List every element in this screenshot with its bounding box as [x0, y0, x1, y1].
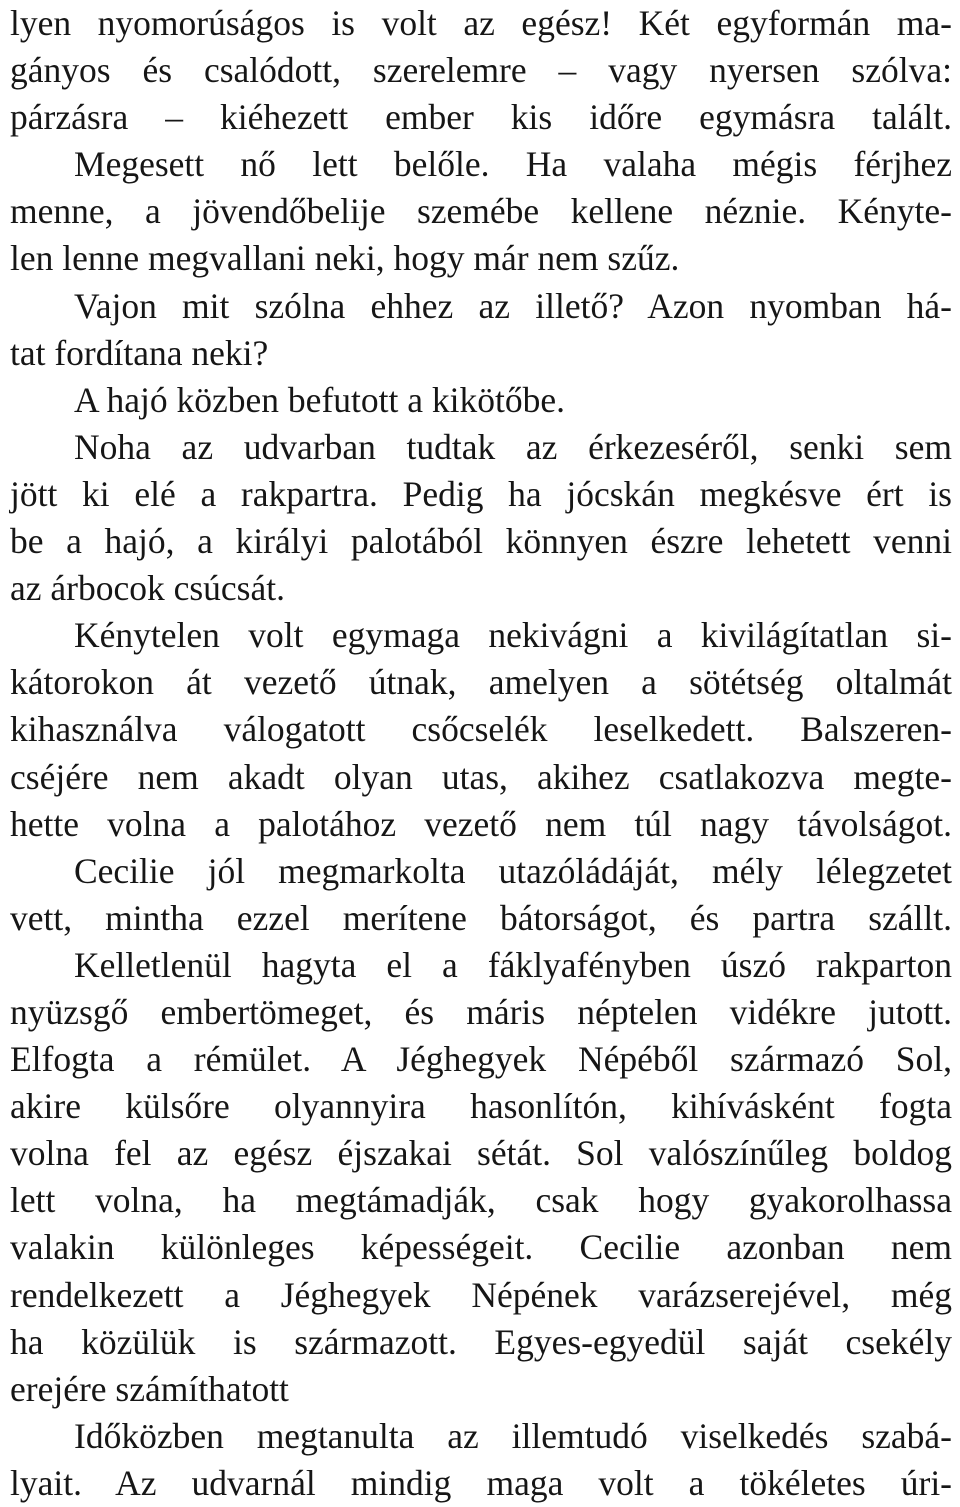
text-line: rendelkezett a Jéghegyek Népének varázserejével, még [10, 1274, 952, 1315]
text-line: hette volna a palotához vezető nem túl nagy távolságot. [10, 803, 952, 844]
text-line: akire külsőre olyannyira hasonlítón, kihívásként fogta [10, 1086, 952, 1127]
text-line: gányos és csalódott, szerelemre – vagy nyersen szólva: [10, 50, 952, 91]
text-line: Kelletlenül hagyta el a fáklyafényben úszó rakparton [74, 944, 952, 985]
text-line: valakin különleges képességeit. Cecilie azonban nem [10, 1227, 952, 1268]
text-line: Időközben megtanulta az illemtudó viselkedés szabá- [74, 1415, 952, 1456]
text-line: tat fordítana neki? [10, 332, 269, 373]
document-page [10, 0, 952, 1507]
text-line: ha közülük is származott. Egyes-egyedül saját csekély [10, 1321, 952, 1362]
text-line: cséjére nem akadt olyan utas, akihez csatlakozva megte- [10, 756, 952, 797]
text-line: kihasználva válogatott csőcselék leselkedett. Balszeren- [10, 709, 952, 750]
text-line: kátorokon át vezető útnak, amelyen a sötétség oltalmát [10, 662, 952, 703]
text-line: Kénytelen volt egymaga nekivágni a kivilágítatlan si- [74, 615, 952, 656]
text-line: nyüzsgő embertömeget, és máris néptelen vidékre jutott. [10, 991, 952, 1032]
text-line: jött ki elé a rakpartra. Pedig ha jócskán megkésve ért is [10, 473, 952, 514]
text-line: Megesett nő lett belőle. Ha valaha mégis férjhez [74, 144, 952, 185]
text-line: Cecilie jól megmarkolta utazóládáját, mély lélegzetet [74, 850, 952, 891]
text-line: lyen nyomorúságos is volt az egész! Két egyformán ma- [10, 3, 952, 43]
text-line: Vajon mit szólna ehhez az illető? Azon nyomban há- [74, 285, 952, 326]
text-line: A hajó közben befutott a kikötőbe. [74, 379, 565, 420]
text-line: volna fel az egész éjszakai sétát. Sol valószínűleg boldog [10, 1133, 952, 1174]
text-line: az árbocok csúcsát. [10, 568, 285, 609]
text-line: Noha az udvarban tudtak az érkezeséről, senki sem [74, 426, 952, 467]
text-line: párzásra – kiéhezett ember kis időre egymásra talált. [10, 97, 952, 138]
text-line: Elfogta a rémület. A Jéghegyek Népéből származó Sol, [10, 1039, 952, 1080]
text-line: vett, mintha ezzel merítene bátorságot, és partra szállt. [10, 897, 952, 938]
text-line: be a hajó, a királyi palotából könnyen észre lehetett venni [10, 521, 952, 562]
text-line: lyait. Az udvarnál mindig maga volt a tökéletes úri- [10, 1462, 952, 1503]
text-line: lett volna, ha megtámadják, csak hogy gyakorolhassa [10, 1180, 952, 1221]
text-line: erejére számíthatott [10, 1368, 289, 1409]
text-line: menne, a jövendőbelije szemébe kellene néznie. Kényte- [10, 191, 952, 232]
text-line: len lenne megvallani neki, hogy már nem szűz. [10, 238, 680, 279]
